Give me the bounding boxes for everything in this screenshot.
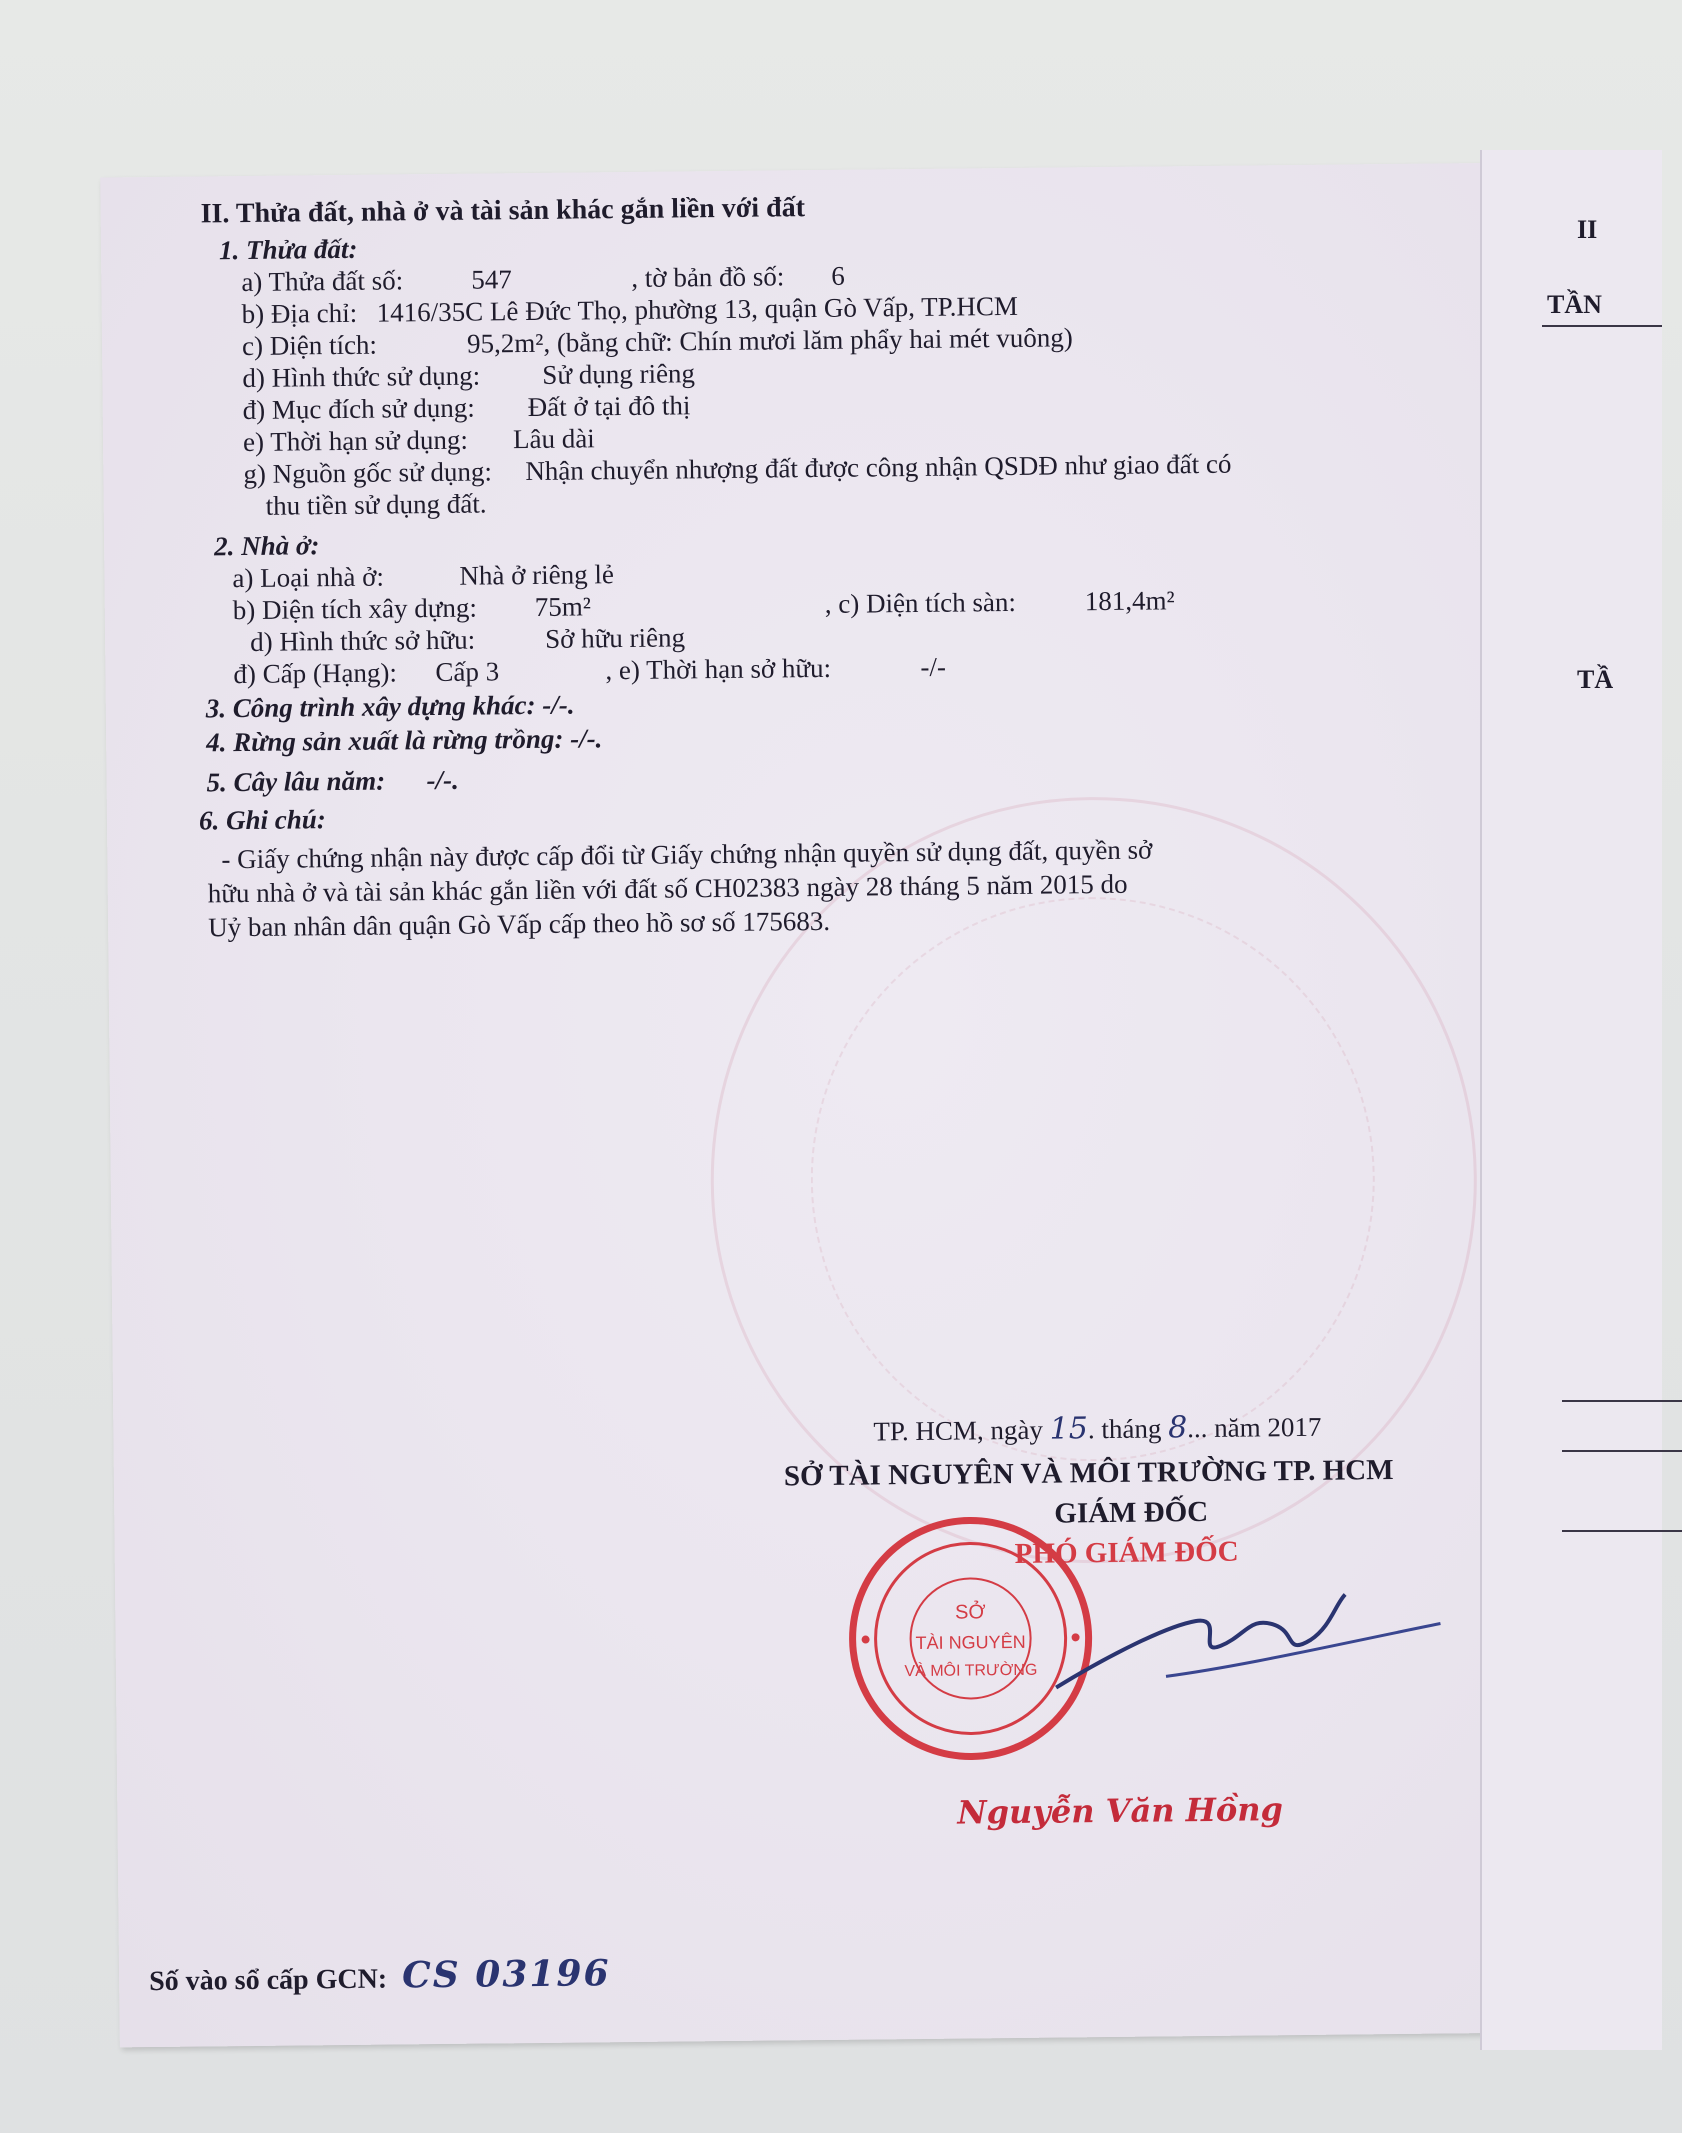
director-title: GIÁM ĐỐC bbox=[1054, 1495, 1209, 1530]
registry-number bbox=[149, 1952, 611, 1999]
emblem-watermark-inner bbox=[808, 894, 1378, 1464]
section-title: II. Thửa đất, nhà ở và tài sản khác gắn liền với đất bbox=[200, 192, 806, 230]
term-label: e) Thời hạn sử dụng: bbox=[242, 424, 469, 458]
adjacent-table-line-3 bbox=[1562, 1530, 1682, 1532]
issuing-agency: SỞ TÀI NGUYÊN VÀ MÔI TRƯỜNG TP. HCM bbox=[783, 1454, 1394, 1493]
year-value: 2017 bbox=[1267, 1411, 1322, 1443]
notes-heading: 6. Ghi chú: bbox=[198, 804, 326, 836]
month-value: 8 bbox=[1167, 1410, 1188, 1446]
purpose-value: Đất ở tại đô thị bbox=[527, 390, 691, 423]
svg-text:TÀI NGUYÊN: TÀI NGUYÊN bbox=[915, 1631, 1026, 1654]
origin-value: Nhận chuyển nhượng đất được công nhận QSDĐ như giao đất có bbox=[525, 448, 1232, 487]
signer-name: Nguyễn Văn Hồng bbox=[957, 1790, 1284, 1832]
adjacent-underline bbox=[1542, 325, 1662, 327]
land-heading: 1. Thửa đất: bbox=[218, 233, 358, 266]
address-value: 1416/35C Lê Đức Thọ, phường 13, quận Gò Vấp, TP.HCM bbox=[376, 290, 1019, 328]
note-line-2: hữu nhà ở và tài sản khác gắn liền với đất số CH02383 ngày 28 tháng 5 năm 2015 do bbox=[207, 868, 1128, 909]
adjacent-page bbox=[1480, 150, 1662, 2050]
trees-row bbox=[206, 753, 1506, 799]
certificate-content bbox=[200, 185, 1508, 953]
use-form-value: Sử dụng riêng bbox=[542, 358, 696, 390]
day-value: 15 bbox=[1049, 1411, 1089, 1447]
own-term-label: , e) Thời hạn sở hữu: bbox=[605, 652, 832, 686]
certificate-page bbox=[100, 163, 1540, 2048]
place-label: TP. HCM, ngày bbox=[873, 1414, 1044, 1447]
floor-area-label: , c) Diện tích sàn: bbox=[824, 586, 1017, 619]
year-label: năm bbox=[1214, 1412, 1261, 1443]
trees-value: -/-. bbox=[426, 764, 459, 796]
registry-value: CS 03196 bbox=[401, 1952, 611, 1997]
svg-text:VÀ MÔI TRƯỜNG: VÀ MÔI TRƯỜNG bbox=[904, 1661, 1038, 1681]
adjacent-table-line-2 bbox=[1562, 1450, 1682, 1452]
grade-value: Cấp 3 bbox=[435, 656, 500, 688]
grade-label: đ) Cấp (Hạng): bbox=[233, 657, 398, 690]
term-value: Lâu dài bbox=[512, 423, 595, 455]
built-area-value: 75m² bbox=[534, 591, 592, 622]
house-type-label: a) Loại nhà ở: bbox=[232, 561, 385, 594]
house-heading: 2. Nhà ở: bbox=[213, 530, 320, 562]
notes-body bbox=[207, 829, 1508, 953]
adjacent-fragment-mid: TẦN bbox=[1547, 290, 1602, 319]
parcel-number: 547 bbox=[471, 264, 512, 295]
parcel-label: a) Thửa đất số: bbox=[241, 265, 404, 298]
own-term-value: -/- bbox=[920, 651, 947, 682]
note-line-3: Uỷ ban nhân dân quận Gò Vấp cấp theo hồ sơ số 175683. bbox=[207, 905, 831, 943]
deputy-director-title: PHÓ GIÁM ĐỐC bbox=[1014, 1535, 1239, 1570]
purpose-label: đ) Mục đích sử dụng: bbox=[242, 392, 475, 426]
note-line-1: - Giấy chứng nhận này được cấp đổi từ Giấy chứng nhận quyền sử dụng đất, quyền sở bbox=[221, 834, 1153, 875]
ownership-value: Sở hữu riêng bbox=[544, 622, 686, 654]
svg-text:SỞ: SỞ bbox=[954, 1601, 986, 1624]
adjacent-table-line-1 bbox=[1562, 1400, 1682, 1402]
adjacent-fragment-low: TẦ bbox=[1577, 665, 1614, 694]
month-label: tháng bbox=[1101, 1413, 1162, 1445]
place-date: TP. HCM, ngày 15. tháng 8... năm 2017 bbox=[873, 1410, 1322, 1447]
use-form-label: d) Hình thức sử dụng: bbox=[242, 360, 481, 394]
trees-label: 5. Cây lâu năm: bbox=[206, 765, 386, 798]
built-area-label: b) Diện tích xây dựng: bbox=[232, 592, 478, 626]
ownership-label: d) Hình thức sở hữu: bbox=[249, 624, 476, 657]
adjacent-fragment-top: II bbox=[1577, 215, 1598, 244]
address-label: b) Địa chỉ: bbox=[241, 297, 358, 330]
forest-row: 4. Rừng sản xuất là rừng trồng: -/-. bbox=[206, 723, 603, 758]
map-label: , tờ bản đồ số: bbox=[631, 261, 785, 293]
area-label: c) Diện tích: bbox=[241, 329, 378, 362]
floor-area-value: 181,4m² bbox=[1084, 585, 1175, 617]
area-value: 95,2m², (bằng chữ: Chín mươi lăm phẩy hai mét vuông) bbox=[466, 322, 1073, 359]
origin-value-cont: thu tiền sử dụng đất. bbox=[265, 488, 487, 521]
origin-label: g) Nguồn gốc sử dụng: bbox=[243, 456, 493, 490]
registry-label: Số vào sổ cấp GCN: bbox=[148, 1963, 388, 1998]
construction-row: 3. Công trình xây dựng khác: -/-. bbox=[205, 689, 575, 724]
map-number: 6 bbox=[831, 260, 845, 291]
handwritten-signature-icon bbox=[1045, 1563, 1446, 1707]
house-type-value: Nhà ở riêng lẻ bbox=[459, 559, 615, 591]
